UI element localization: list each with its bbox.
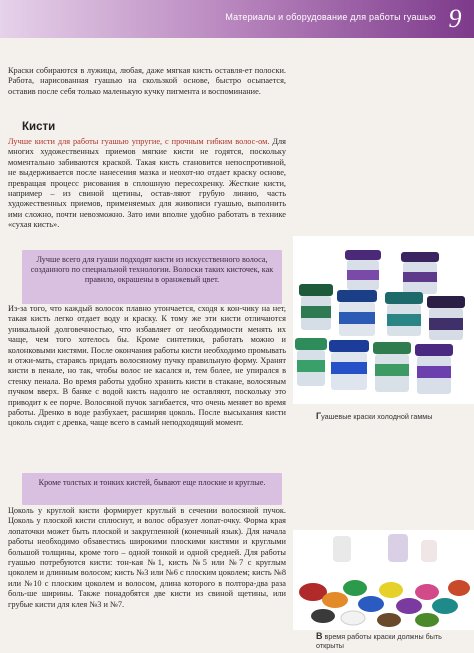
paragraph-4: [8, 506, 286, 610]
paragraph-2: [8, 137, 286, 231]
highlighted-sentence: Лучше кисти для работы гуашью упругие, с прочным гибким волос-ом.: [8, 137, 270, 146]
caption-photo-1: [316, 412, 466, 422]
jar-blue-mid: [337, 290, 377, 336]
jar-green-front: [295, 338, 327, 386]
jar-dark-violet-right: [427, 296, 465, 340]
caption-1-text: уашевые краски холодной гаммы: [321, 412, 433, 421]
jar-violet-back: [401, 252, 439, 294]
open-jars-illustration: [293, 530, 474, 630]
caption-photo-2: [316, 632, 466, 650]
page-number: 9: [448, 4, 462, 33]
jar-purple-back: [345, 250, 381, 290]
jar-green-front-2: [373, 342, 411, 392]
paragraph-3: [8, 304, 286, 429]
paragraph-1-text: Краски собираются в лужицы, любая, даже мягкая кисть оставля-ет полоски. Работа, нарисованная гуашью на скользкой основе, быстро осыпается, оставив после себя только маленькую кучку пигмента и воспоминание.: [8, 66, 286, 96]
callout-flat-round: Кроме толстых и тонких кистей, бывают еще плоские и круглые.: [22, 473, 282, 505]
caption-1-initial: Г: [316, 411, 322, 421]
photo-open-jars: [293, 530, 474, 630]
paragraph-2-text: [8, 137, 286, 231]
paragraph-3-text: Из-за того, что каждый волосок плавно утончается, сходя к кон-чику на нет, такая кисть легко отдает воду и краску. К тому же эти кисти отличаются уникальной долговечностью, что избавляет от необходимости менять их чаще, чем того хотелось бы. Кроме синтетики, работать можно и колонковыми кистями. После окончания работы кисти необходимо промывать и отжи-мать, стараясь придать волосяному пучку правильную форму. Хранят кисти в пенале, но так, чтобы волос не касался и, тем более, не упирался в стенку пенала. Во время работы удобно хранить кисти в стакане, волосяным пучком вверх. В банке с водой кисть надолго не оставляют, поскольку это приводит к ее порче. Волосяной пучок загибается, что очень меняет во время работы. Дренко в воде разбухает, расширяя цоколь. После высыхания кисти цоколь сидит с древка, чаще всего в самый неподходящий момент.: [8, 304, 286, 428]
caption-2-text: время работы краски должны быть открыты: [316, 632, 442, 650]
jars-illustration: [293, 236, 474, 404]
paragraph-2-rest: Для многих художественных приемов мягкие кисти не годятся, поскольку моментально забиваются краской. Такая кисть становится непоспротивной, не выдерживается после нанесения мазка и неохот-но отдает краску основе, превращая процесс рисования в сплошную пересохренку. Жесткие кисти, например – из свиной щетины, остав-ляют грубую линию, часть художественных приемов, применяемых для живописи гуашью, выполнить ими сложно, почти невозможно. Зато ими вполне удобно работать в технике «сухая кисть».: [8, 137, 286, 230]
paragraph-1: [8, 66, 286, 97]
paragraph-4-text: Цоколь у круглой кисти формирует круглый в сечении волосяной пучок. Цоколь у плоской кисти сплюснут, и волос образует лопат-очку. Форма края лопаточки может быть плоской и закругленной (конечный язык). Для начала работы необходимо обзавестись широкими плоскими кистями и круглыми большой толщины, кроме того – одной тонкой и одной средней. Для работы гуашью потребуются кисти: тон-кая №1, кисть №5 или №7 с круглым цоколем и длинным волосом; кисть №3 или №6 с плоским цоколем; кисть №8 или №10 с плоским цоколем и волосом, длина которого в полтора-два раза боль-ше ширины. Также понадобятся две кисти из свиной щетины, или грубые кисти для клея №3 и №7.: [8, 506, 286, 609]
jar-royal-blue-front: [329, 340, 369, 390]
jar-purple-front: [415, 344, 453, 394]
callout-synthetic-brushes: Лучше всего для гуаши подходят кисти из искусственного волоса, созданного по специальной технологии. Волоски таких кисточек, как правило, окрашены в оранжевый цвет.: [22, 250, 282, 304]
header-band: [0, 0, 474, 38]
heading-brushes: Кисти: [22, 121, 56, 133]
jar-teal-mid: [385, 292, 423, 336]
photo-gouache-jars: [293, 236, 474, 404]
jar-dark-green-left: [299, 284, 333, 330]
caption-2-initial: В: [316, 631, 323, 641]
header-title: Материалы и оборудование для работы гуашью: [225, 12, 436, 22]
